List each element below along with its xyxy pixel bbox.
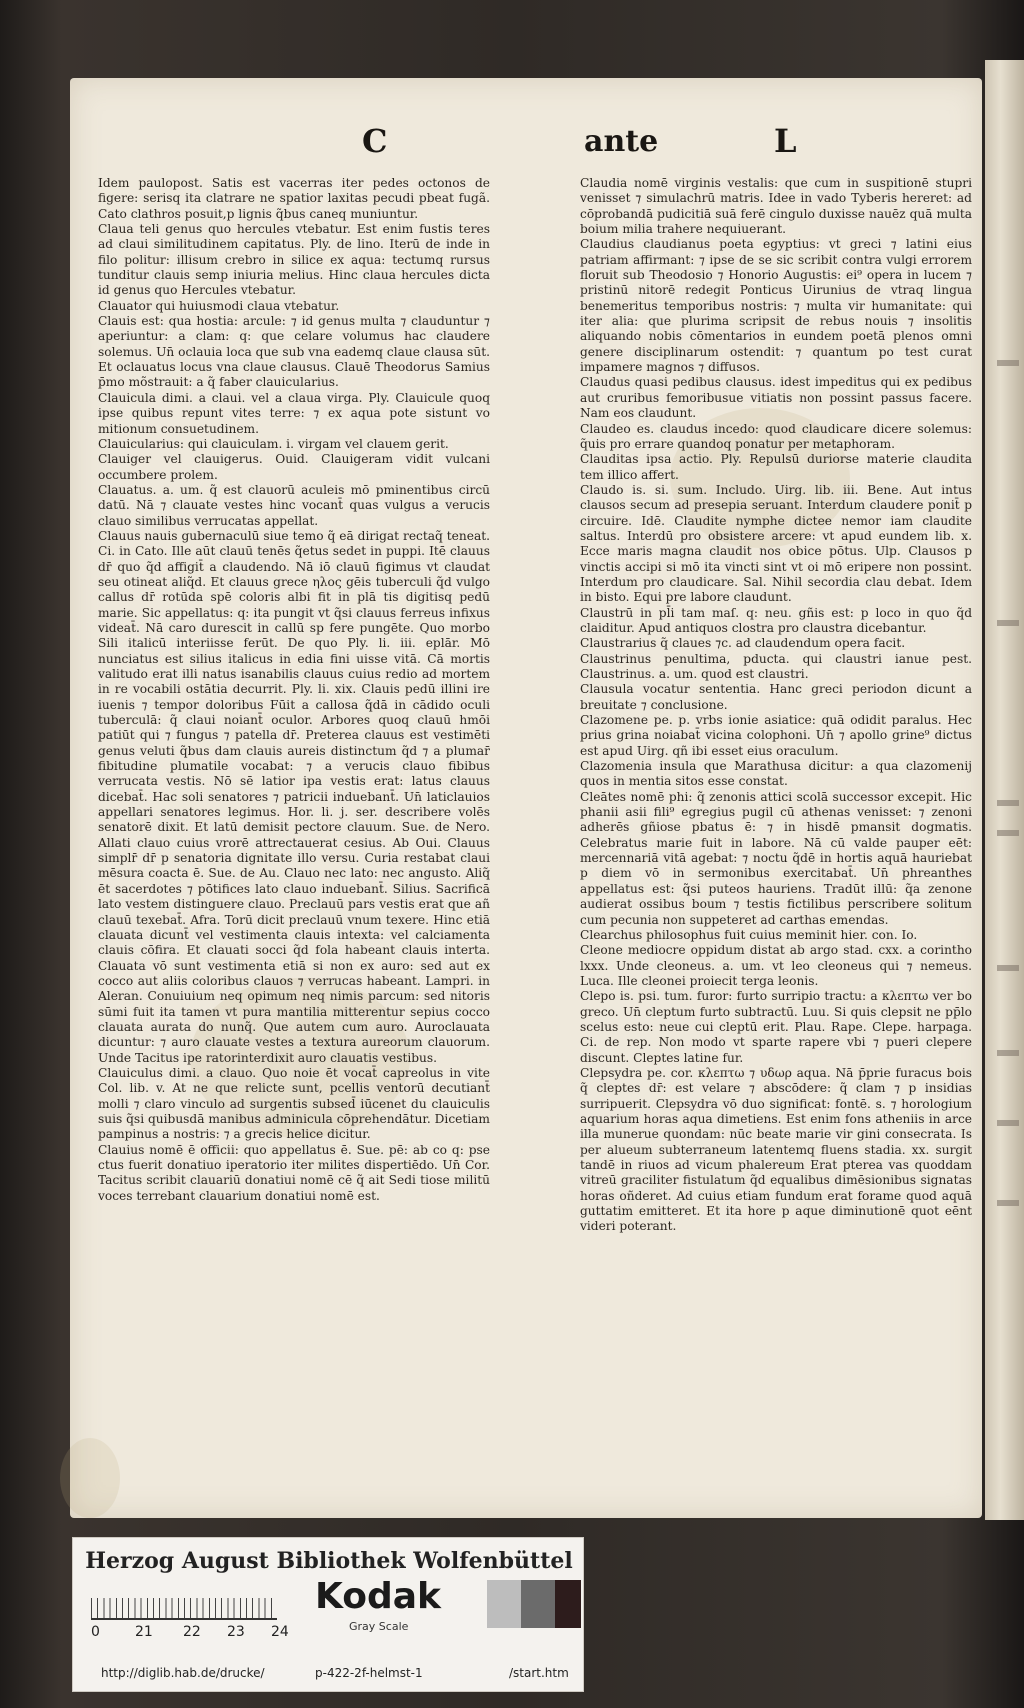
entry-paragraph: Clauius nomē ē officii: quo appellatus ē. Sue. pē: ab co q: pse ctus fuerit donatiuo iperatorio iter milites dispertiēdo. Un̄ Cor. Tacitus scribit clauariū donatiui nomē cē q̃ ait Sedi tiose militū voces terrebant clauarium donatiui nomē est. — [98, 1142, 490, 1203]
entry-paragraph: Claua teli genus quo hercules vtebatur. Est enim fustis teres ad claui similitudinem capitatus. Ply. de lino. Iterū de inde in filo politur: illisum crebro in silice ex aqua: tectumq rursus tunditur clauis semp iniuria melius. Hinc claua hercules dicta id genus quo Hercules vtebatur. — [98, 222, 490, 298]
entry-paragraph: Clauiger vel clauigerus. Ouid. Clauigeram vidit vulcani occumbere prolem. — [98, 452, 490, 482]
entry-paragraph: Idem paulopost. Satis est vacerras iter pedes octonos de figere: serisq ita clatrare ne spatior laxitas pecudi pbeat fugã. Cato clathros posuit,p lignis q̃bus caneq muniuntur. — [98, 176, 490, 221]
entry-paragraph: Claustrarius q̃ claues ⁊c. ad claudendum opera facit. — [580, 636, 906, 651]
folio-number: L — [774, 122, 797, 160]
entry-paragraph: Clepo is. psi. tum. furor: furto surripio tractu: a κλεπτω ver bo greco. Un̄ cleptum furto subtractū. Luu. Si quis clepsit ne pp̄lo scelus esto: neue cui cleptū erit. Plau. Rape. Clepe. harpaga. Ci. de rep. Non modo vt sparte rapere vbi ⁊ pueri clepere discunt. Cleptes latine fur. — [580, 989, 972, 1065]
ruler-number: 22 — [183, 1624, 201, 1640]
library-scale-card — [72, 1537, 584, 1692]
section-letter: C — [362, 122, 388, 160]
entry-paragraph: Cleātes nomē phi: q̃ zenonis attici scolā successor excepit. Hic phanii asii fili⁹ egregius pugil cū athenas venisset: ⁊ zenoni adherēs gñiose pbatus ē: ⁊ in hisdē pmansit dogmatis. Celebratus marie fuit in labore. Nā cū valde pauper eēt: mercennariā vitā agebat: ⁊ noctu q̃dē in hortis aquā hauriebat p diem vō in sermonibus exercitabat̄. Un̄ phreanthes appellatus est: q̃si puteos hauriens. Tradūt illū: q̃a zenone audierat ossibus boum ⁊ testis fictilibus perscribere solitum cum pecunia non suppeteret ad carthas emendas. — [580, 789, 972, 927]
entry-paragraph: Claudo is. si. sum. Includo. Uirg. lib. iii. Bene. Aut intus clausos secum ad presepia seruant. Interdum claudere ponit̄ p circuire. Idē. Claudite nymphe dictee nemor iam claudite saltus. Interdū pro obsistere arcere: vt apud eundem lib. x. Ecce maris magna claudit nos obice pōtus. Ulp. Clausos p vinctis accipi si mō ita vincti sint vt oi mō eripere non possint. Interdum pro claudicare. Sal. Nihil secordia clau debat. Idem in bisto. Equi pre labore claudunt. — [580, 482, 972, 605]
entry-paragraph: Clepsydra pe. cor. κλεπτω ⁊ υδωρ aqua. Nā p̄prie furacus bois q̃ cleptes dr̄: est velare ⁊ abscōdere: q̃ clam ⁊ p insidias surripuerit. Clepsydra vō duo significat: fontē. s. ⁊ horologium aquarium horas aqua dimetiens. Est enim fons atheniis in arce illa munerue quondam: nūc beate marie vir gini consecrata. Is per alueum subterraneum latentemq fluens stadia. xx. surgit tandē in riuos ad vicum phalereum Erat pterea vas quoddam vitreū graciliter fistulatum q̃d equalibus dimēsionibus signatas horas oñderet. Ad cuius etiam fundum erat forame quod aquā guttatim emitteret. Et ita hore p aque diminutionē quot eēnt videri poterant. — [580, 1065, 972, 1234]
entry-paragraph: Clauicularius: qui clauiculam. i. virgam vel clauem gerit. — [98, 436, 449, 451]
gray-patch-light — [487, 1580, 521, 1628]
left-text-column — [98, 176, 490, 1416]
entry-paragraph: Claustrū in pl̄i tam maſ. q: neu. gñis est: p loco in quo q̃d claiditur. Apud antiquos clostra pro claustra dicebantur. — [580, 605, 972, 635]
entry-paragraph: Clazomenia insula que Marathusa dicitur: a qua clazomenij quos in mentia sitos esse constat. — [580, 759, 972, 789]
entry-paragraph: Clazomene pe. p. vrbs ionie asiatice: quā odidit paralus. Hec prius grina noiabat̄ vicina colophoni. Un̄ ⁊ apollo grine⁹ dictus est apud Uirg. qñ ibi esset eius oraculum. — [580, 713, 972, 758]
library-name: Herzog August Bibliothek Wolfenbüttel — [85, 1548, 573, 1574]
entry-paragraph: Clauator qui huiusmodi claua vtebatur. — [98, 298, 340, 313]
gray-patch-dark — [555, 1580, 581, 1628]
entry-paragraph: Claudus quasi pedibus clausus. idest impeditus qui ex pedibus aut cruribus femoribusue vitiatis non possint passus facere. Nam eos claudunt. — [580, 375, 972, 421]
entry-paragraph: Clauiculus dimi. a clauo. Quo noie ēt vocat̄ capreolus in vite Col. lib. v. At ne que relicte sunt, pcellis ventorū decutiant̄ molli ⁊ claro vinculo ad surgentis subsed̄ iūcenet du clauiculis suis q̃si quibusdā manibus adminicula cōprehendātur. Dicetiam pampinus a nostris: ⁊ a grecis helice dicitur. — [98, 1065, 490, 1142]
start-page-path: /start.htm — [509, 1666, 569, 1680]
gray-patch-mid — [521, 1580, 555, 1628]
ruler-number: 24 — [271, 1624, 289, 1640]
entry-paragraph: Claustrinus penultima, pducta. qui claustri ianue pest. Claustrinus. a. um. quod est claustri. — [580, 651, 972, 681]
running-title: ante — [584, 124, 659, 159]
right-text-column — [580, 176, 972, 1416]
measurement-ruler — [91, 1586, 277, 1620]
shelfmark: p-422-2f-helmst-1 — [315, 1666, 423, 1680]
running-header — [70, 122, 982, 162]
adjacent-page-edge — [985, 60, 1024, 1520]
entry-paragraph: Claudius claudianus poeta egyptius: vt greci ⁊ latini eius patriam affirmant: ⁊ ipse de se sic scribit contra vulgi errorem floruit sub Theodosio ⁊ Honorio Augustis: ei⁹ opera in lucem ⁊ pristinū nitorē redegit Ponticus Uirunius de vtraq lingua benemeritus temporibus nostris: ⁊ multa vir humanitate: qui iter alia: que plurima scripsit de rebus nouis ⁊ insolitis aliquando nobis cōmentarios in eundem poetā plenos omni genere disciplinarum ostendit: ⁊ quantum po test curat impamere magnos ⁊ diffusos. — [580, 237, 972, 375]
ruler-number: 21 — [135, 1624, 153, 1640]
entry-paragraph: Clauicula dimi. a claui. vel a claua virga. Ply. Clauicule quoq ipse quibus repunt vites terre: ⁊ ex aqua pote sistunt vo mitionum consuetudinem. — [98, 390, 490, 436]
ruler-numbers — [91, 1624, 291, 1642]
entry-paragraph: Claudia nomē virginis vestalis: que cum in suspitionē stupri venisset ⁊ simulachrū matris. Idee in vado Tyberis hereret: ad cōprobandā pudicitiā suā ferē cingulo duxisse nauēz quā multa boium milia trahere nequiuerant. — [580, 176, 972, 237]
entry-paragraph: Clauditas ipsa actio. Ply. Repulsū duriorse materie claudita tem illico affert. — [580, 452, 972, 482]
entry-paragraph: Clauatus. a. um. q̃ est clauorū aculeis mō pminentibus circū datū. Nā ⁊ clauate vestes hinc vocant̄ quas vulgus a verucis clauo similibus verrucatas appellat. — [98, 482, 490, 528]
gray-scale-label: Gray Scale — [349, 1620, 409, 1633]
book-page — [70, 78, 982, 1518]
kodak-logo: Kodak — [315, 1576, 441, 1617]
entry-paragraph: Clearchus philosophus fuit cuius meminit hier. con. Io. — [580, 927, 918, 942]
library-url: http://diglib.hab.de/drucke/ — [101, 1666, 265, 1680]
ruler-number: 0 — [91, 1624, 100, 1640]
entry-paragraph: Cleone mediocre oppidum distat ab argo stad. cxx. a corintho lxxx. Unde cleoneus. a. um. vt leo cleoneus qui ⁊ nemeus. Luca. Ille cleonei proiecit terga leonis. — [580, 943, 972, 988]
entry-paragraph: Clauis est: qua hostia: arcule: ⁊ id genus multa ⁊ clauduntur ⁊ aperiuntur: a clam: q: que celare volumus hac claudere solemus. Un̄ oclauia loca que sub vna eademq claue clausa sūt. Et oclauatus locus vna claue clausus. Clauē Theodorus Samius p̄mo mõstrauit: a q̃ faber clauicularius. — [98, 314, 490, 390]
entry-paragraph: Clausula vocatur sententia. Hanc greci periodon dicunt a breuitate ⁊ conclusione. — [580, 682, 972, 712]
ruler-number: 23 — [227, 1624, 245, 1640]
entry-paragraph: Clauus nauis gubernaculū siue temo q̃ eā dirigat rectaq̃ teneat. Ci. in Cato. Ille aūt clauū tenēs q̃etus sedet in puppi. Itē clauus dr̄ quo q̃d affigit̄ a claudendo. Nā iō clauū figimus vt claudat seu otineat aliq̃d. Et clauus grece ηλος gēis tuberculi q̃d vulgo callus dr̄ rotūda spē coloris albi fit in plā tis digitisq pedū marie. Sic appellatus: q: ita pungit vt q̃si clauus ferreus infixus videat̄. Nā caro durescit in callū sp fere pungēte. Quo morbo Sili italicū interiisse ferūt. De quo Ply. li. iii. eplār. Mō nunciatus est silius italicus in edia fini uisse vitā. Cā mortis valitudo erat illi natus isanabilis clauus cuius redio ad mortem in re vocabili ostātia decurrit. Ply. li. xix. Clauis pedū illini ire iuenis ⁊ tempor doloribus Fūit a callosa q̃dā in cādido oculi tuberculā: q̃ claui noiant̄ oculor. Arbores quoq clauū hmōi patiūt qui ⁊ fungus ⁊ patella dr̄. Preterea clauus est vestimēti genus veluti q̃bus dam clauis aureis distinctum q̃d ⁊ a plumar̄ fibitudine plumatile vocabat: ⁊ a verucis clauo fibibus verrucata vestis. Nō sē latior ipa vestis erat: latus clauus dicebat̄. Hac soli senatores ⁊ patricii induebant̄. Un̄ laticlauios appellari senatores legimus. Hor. li. j. ser. describere volēs senatorē dixit. Et latū demisit pectore clauum. Sue. de Nero. Allati clauo cuius vrorē attrectauerat cesius. Ab Oui. Clauus simplr̄ dr̄ p senatoria dignitate illo versu. Curia restabat claui mēsura coacta ē. Sue. de Au. Clauo nec lato: nec angusto. Aliq̃ ēt sacerdotes ⁊ pōtifices lato clauo induebant̄. Silius. Sacrificā lato vestem distinguere clauo. Preclauū pars vestis erat que añ clauū texebat̄. Afra. Torū dicit preclauū vnum texere. Hinc etiā clauata dicunt̄ vel vestimenta clauis intexta: vel calciamenta clauis cōfira. Et clauati socci q̃d fola habeant clauis interta. Clauata vō sunt vestimenta etiā si non ex auro: sed aut ex cocco aut aliis coloribus clauos ⁊ verrucas habeant. Lampri. in Aleran. Conuiuium neq opimum neq nimis parcum: sed nitoris sūmi fuit ita tamen vt pura mantilia mitterentur sepius cocco clauata aurata do nunq̃. Que autem cum auro. Auroclauata dicuntur: ⁊ auro clauate vestes a textura aureorum clauorum. Unde Tacitus ipe ratorinterdixit auro clauatis vestibus. — [98, 528, 490, 1065]
entry-paragraph: Claudeo es. claudus incedo: quod claudicare dicere solemus: q̃uis pro errare quandoq ponatur per metaphoram. — [580, 421, 972, 451]
